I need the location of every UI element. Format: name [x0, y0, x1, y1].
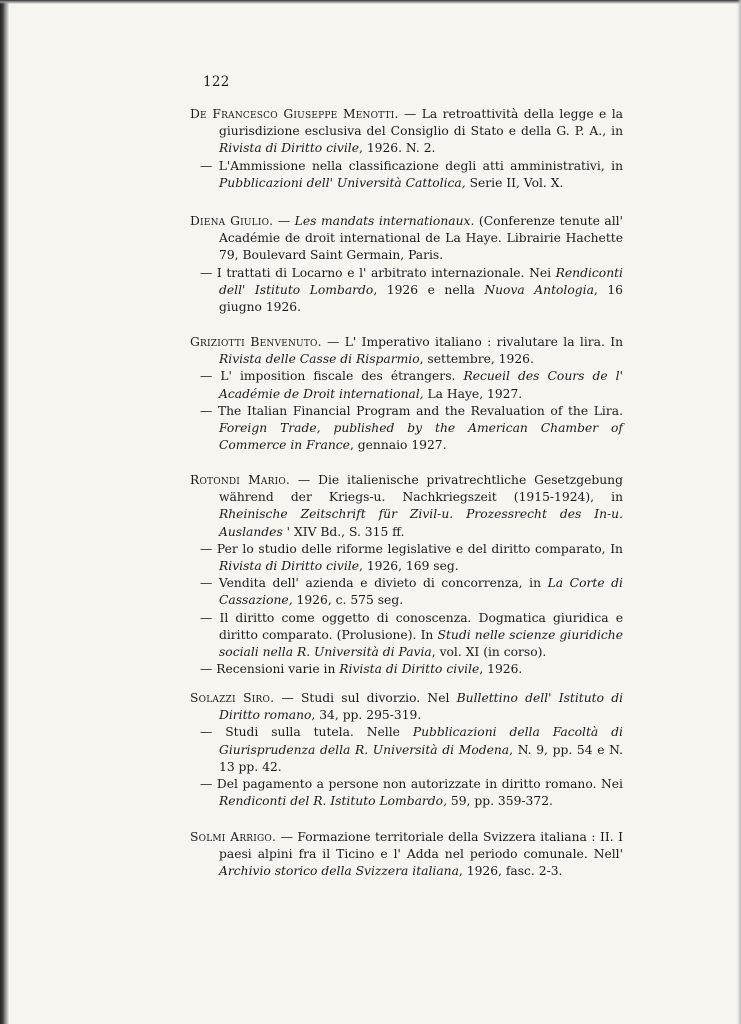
entry-item: — L'Ammissione nella classificazione degli atti amministrativi, in Pubblicazioni dell' Università Cattolica, Serie II, Vol. X. [190, 158, 623, 192]
author-name: Solazzi Siro. [190, 691, 275, 705]
entry-first-item: Solmi Arrigo. — Formazione territoriale della Svizzera italiana : II. I paesi alpini fra il Ticino e l' Adda nel periodo comunale. Nell' Archivio storico della Svizzera italiana, 1926, fasc. 2-3. [190, 830, 623, 879]
top-edge [0, 0, 741, 4]
entry-first-item: Diena Giulio. — Les mandats internationaux. (Conferenze tenute all' Académie de droit international de La Haye. Librairie Hachette 79, Boulevard Saint Germain, Paris. [190, 214, 623, 263]
author-name: De Francesco Giuseppe Menotti. [190, 107, 399, 121]
entry-first-item: Rotondi Mario. — Die italienische privatrechtliche Gesetzgebung während der Kriegs-u. Nachkriegszeit (1915-1924), in Rheinische Zeitschrift für Zivil-u. Prozessrecht des In-u. Auslandes ' XIV Bd., S. 315 ff. [190, 473, 623, 539]
entry-first-item: De Francesco Giuseppe Menotti. — La retroattività della legge e la giurisdizione esclusiva del Consiglio di Stato e della G. P. A., in Rivista di Diritto civile, 1926. N. 2. [190, 107, 624, 156]
entry-item: — Per lo studio delle riforme legislative e del diritto comparato, In Rivista di Diritto civile, 1926, 169 seg. [190, 541, 623, 575]
bibliography-entry [190, 472, 623, 678]
page-number: 122 [203, 74, 230, 90]
author-name: Solmi Arrigo. [190, 830, 277, 844]
entry-item: — Studi sulla tutela. Nelle Pubblicazioni della Facoltà di Giurisprudenza della R. Università di Modena, N. 9, pp. 54 e N. 13 pp. 42. [190, 724, 623, 776]
entry-first-item: Griziotti Benvenuto. — L' Imperativo italiano : rivalutare la lira. In Rivista delle Casse di Risparmio, settembre, 1926. [190, 335, 623, 367]
entry-item: — Vendita dell' azienda e divieto di concorrenza, in La Corte di Cassazione, 1926, c. 575 seg. [190, 575, 623, 609]
entry-item: — The Italian Financial Program and the Revaluation of the Lira. Foreign Trade, published by the American Chamber of Commerce in France, gennaio 1927. [190, 403, 623, 455]
bibliography-entry [190, 334, 623, 454]
entry-first-item: Solazzi Siro. — Studi sul divorzio. Nel Bullettino dell' Istituto di Diritto romano, 34, pp. 295-319. [190, 691, 623, 723]
entry-item: — I trattati di Locarno e l' arbitrato internazionale. Nei Rendiconti dell' Istituto Lombardo, 1926 e nella Nuova Antologia, 16 giugno 1926. [190, 265, 623, 317]
bibliography-entry [190, 829, 623, 881]
bibliography-entry [190, 106, 623, 192]
entry-item: — Il diritto come oggetto di conoscenza. Dogmatica giuridica e diritto comparato. (Prolusione). In Studi nelle scienze giuridiche sociali nella R. Università di Pavia, vol. XI (in corso). [190, 610, 623, 662]
right-edge [737, 0, 741, 1024]
author-name: Diena Giulio. [190, 214, 274, 228]
entry-item: — Recensioni varie in Rivista di Diritto civile, 1926. [190, 661, 623, 678]
entry-item: — L' imposition fiscale des étrangers. Recueil des Cours de l' Académie de Droit international, La Haye, 1927. [190, 368, 623, 402]
binding-edge [0, 0, 9, 1024]
author-name: Rotondi Mario. [190, 473, 291, 487]
bibliography-entry [190, 213, 623, 316]
bibliography-entry [190, 690, 623, 810]
author-name: Griziotti Benvenuto. [190, 335, 322, 349]
entry-item: — Del pagamento a persone non autorizzate in diritto romano. Nei Rendiconti del R. Istituto Lombardo, 59, pp. 359-372. [190, 776, 623, 810]
